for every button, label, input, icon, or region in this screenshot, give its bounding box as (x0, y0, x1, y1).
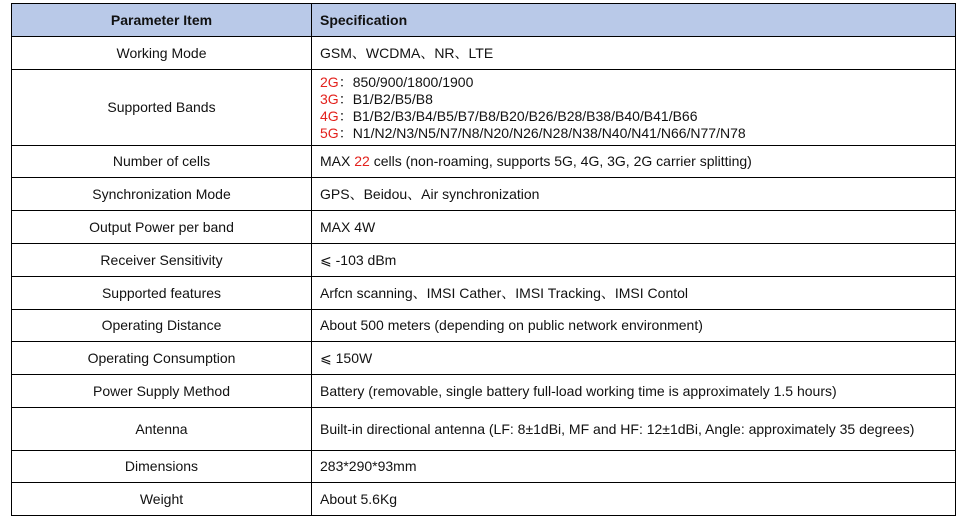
table-row (12, 244, 956, 277)
row-key: Supported Bands (12, 70, 312, 146)
row-key: Output Power per band (12, 211, 312, 244)
table-row (12, 211, 956, 244)
cells-suffix: cells (non-roaming, supports 5G, 4G, 3G, 2G carrier splitting) (369, 153, 752, 169)
table-row (12, 178, 956, 211)
row-value: MAX 4W (312, 211, 956, 244)
cells-prefix: MAX (320, 153, 355, 169)
header-specification: Specification (312, 4, 956, 37)
band-label: 4G (320, 107, 339, 124)
row-key: Number of cells (12, 146, 312, 178)
table-row (12, 375, 956, 408)
band-sep: ： (338, 73, 353, 90)
row-value: GSM、WCDMA、NR、LTE (312, 37, 956, 70)
table-row (12, 70, 956, 146)
table-row (12, 37, 956, 70)
row-key: Operating Consumption (12, 342, 312, 375)
band-line (320, 91, 947, 108)
table-row (12, 451, 956, 483)
row-value: GPS、Beidou、Air synchronization (312, 178, 956, 211)
row-value: Battery (removable, single battery full-load working time is approximately 1.5 hours) (312, 375, 956, 408)
row-value (312, 146, 956, 178)
row-key: Power Supply Method (12, 375, 312, 408)
band-value: N1/N2/N3/N5/N7/N8/N20/N26/N28/N38/N40/N41/N66/N77/N78 (352, 124, 746, 141)
table-row (12, 342, 956, 375)
band-sep: ： (338, 90, 353, 107)
row-key: Dimensions (12, 451, 312, 483)
row-value: ⩽ 150W (312, 342, 956, 375)
table-row (12, 277, 956, 310)
band-line (320, 125, 947, 142)
band-sep: ： (338, 107, 353, 124)
band-value: 850/900/1800/1900 (352, 73, 474, 90)
table-row (12, 408, 956, 451)
header-parameter-item: Parameter Item (12, 4, 312, 37)
table-header-row (12, 4, 956, 37)
bands-cell (312, 70, 956, 146)
band-sep: ： (338, 124, 353, 141)
row-key: Synchronization Mode (12, 178, 312, 211)
band-value: B1/B2/B3/B4/B5/B7/B8/B20/B26/B28/B38/B40/B41/B66 (352, 107, 698, 124)
row-key: Receiver Sensitivity (12, 244, 312, 277)
table-row (12, 483, 956, 516)
band-label: 5G (320, 124, 339, 141)
row-value: Built-in directional antenna (LF: 8±1dBi, MF and HF: 12±1dBi, Angle: approximately 35 degrees) (312, 408, 956, 451)
row-value: ⩽ -103 dBm (312, 244, 956, 277)
table-row (12, 146, 956, 178)
row-key: Working Mode (12, 37, 312, 70)
row-key: Operating Distance (12, 310, 312, 342)
row-value: About 5.6Kg (312, 483, 956, 516)
spec-table-container (11, 3, 955, 516)
band-label: 2G (320, 73, 339, 90)
band-line (320, 74, 947, 91)
row-key: Weight (12, 483, 312, 516)
cells-count: 22 (354, 153, 370, 169)
spec-table (11, 3, 956, 516)
table-row (12, 310, 956, 342)
row-key: Antenna (12, 408, 312, 451)
band-line (320, 108, 947, 125)
row-value: Arfcn scanning、IMSI Cather、IMSI Tracking、IMSI Contol (312, 277, 956, 310)
row-value: 283*290*93mm (312, 451, 956, 483)
row-value: About 500 meters (depending on public network environment) (312, 310, 956, 342)
band-label: 3G (320, 90, 339, 107)
band-value: B1/B2/B5/B8 (352, 90, 433, 107)
row-key: Supported features (12, 277, 312, 310)
